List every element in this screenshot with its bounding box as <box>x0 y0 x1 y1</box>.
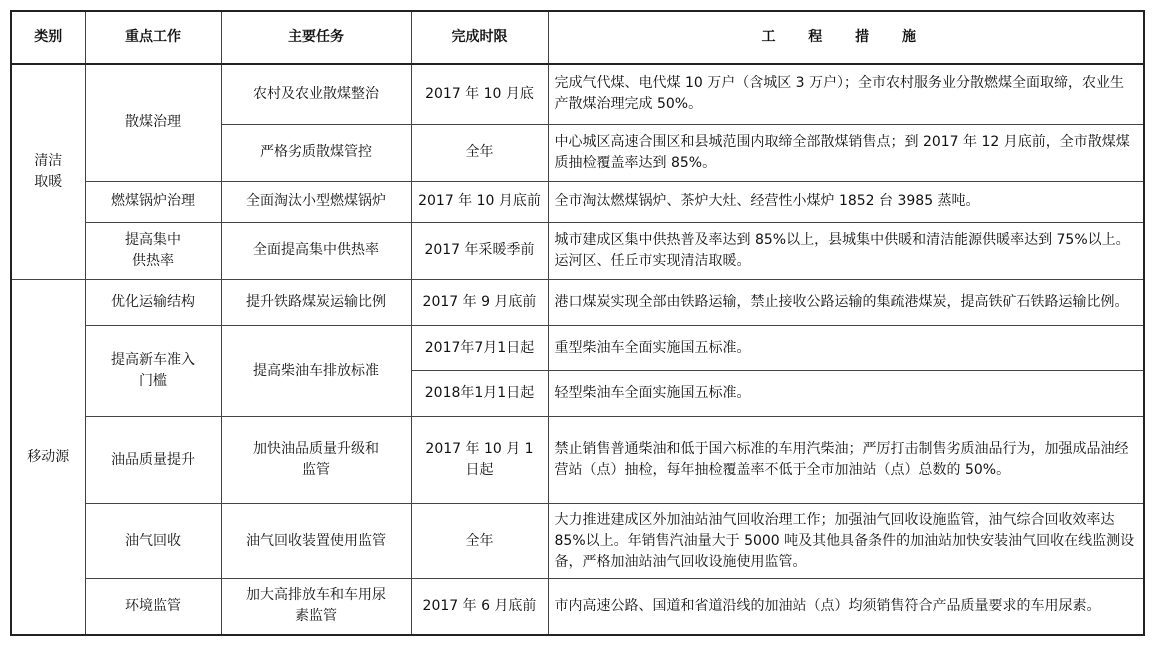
deadline-cell: 全年 <box>411 124 548 182</box>
work-cell: 油气回收 <box>85 504 221 579</box>
measure-cell: 大力推进建成区外加油站油气回收治理工作；加强油气回收设施监管，油气综合回收效率达 85%以上。年销售汽油量大于 5000 吨及其他具备条件的加油站加快安装油气回收在线监测设备，严格加油站油气回收设施使用监管。 <box>548 504 1144 579</box>
measure-cell: 城市建成区集中供热普及率达到 85%以上，县城集中供暖和清洁能源供暖率达到 75%以上。运河区、任丘市实现清洁取暖。 <box>548 222 1144 280</box>
header-key-work: 重点工作 <box>85 11 221 64</box>
header-category: 类别 <box>11 11 85 64</box>
deadline-cell: 全年 <box>411 504 548 579</box>
task-cell: 加大高排放车和车用尿 素监管 <box>221 578 411 635</box>
task-cell: 农村及农业散煤整治 <box>221 64 411 125</box>
table-row <box>11 417 1144 504</box>
measure-cell: 港口煤炭实现全部由铁路运输，禁止接收公路运输的集疏港煤炭，提高铁矿石铁路运输比例。 <box>548 280 1144 326</box>
work-cell: 燃煤锅炉治理 <box>85 182 221 222</box>
work-cell: 优化运输结构 <box>85 280 221 326</box>
measure-cell: 市内高速公路、国道和省道沿线的加油站（点）均须销售符合产品质量要求的车用尿素。 <box>548 578 1144 635</box>
measures-table <box>10 10 1145 636</box>
table-row <box>11 222 1144 280</box>
deadline-cell: 2017年7月1日起 <box>411 326 548 370</box>
group-mobile-source: 移动源 <box>11 280 85 635</box>
measure-cell: 重型柴油车全面实施国五标准。 <box>548 326 1144 370</box>
work-cell: 提高新车准入 门槛 <box>85 326 221 417</box>
task-cell: 全面提高集中供热率 <box>221 222 411 280</box>
table-row <box>11 280 1144 326</box>
table-row <box>11 64 1144 125</box>
task-cell: 严格劣质散煤管控 <box>221 124 411 182</box>
header-row <box>11 11 1144 64</box>
table-container <box>10 10 1143 636</box>
deadline-cell: 2017 年 9 月底前 <box>411 280 548 326</box>
deadline-cell: 2017 年 6 月底前 <box>411 578 548 635</box>
header-deadline: 完成时限 <box>411 11 548 64</box>
measure-cell: 全市淘汰燃煤锅炉、茶炉大灶、经营性小煤炉 1852 台 3985 蒸吨。 <box>548 182 1144 222</box>
work-cell: 提高集中 供热率 <box>85 222 221 280</box>
deadline-cell: 2017 年 10 月 1 日起 <box>411 417 548 504</box>
deadline-cell: 2017 年 10 月底前 <box>411 182 548 222</box>
task-cell: 提高柴油车排放标准 <box>221 326 411 417</box>
task-cell: 全面淘汰小型燃煤锅炉 <box>221 182 411 222</box>
measure-cell: 轻型柴油车全面实施国五标准。 <box>548 370 1144 416</box>
task-cell: 提升铁路煤炭运输比例 <box>221 280 411 326</box>
deadline-cell: 2018年1月1日起 <box>411 370 548 416</box>
measure-cell: 禁止销售普通柴油和低于国六标准的车用汽柴油；严厉打击制售劣质油品行为，加强成品油经营站（点）抽检，每年抽检覆盖率不低于全市加油站（点）总数的 50%。 <box>548 417 1144 504</box>
header-measures: 工 程 措 施 <box>548 11 1144 64</box>
task-cell: 加快油品质量升级和 监管 <box>221 417 411 504</box>
group-clean-heating: 清洁 取暖 <box>11 64 85 280</box>
measure-cell: 中心城区高速合围区和县城范围内取缔全部散煤销售点；到 2017 年 12 月底前，全市散煤煤质抽检覆盖率达到 85%。 <box>548 124 1144 182</box>
work-cell: 油品质量提升 <box>85 417 221 504</box>
measure-cell: 完成气代煤、电代煤 10 万户（含城区 3 万户）；全市农村服务业分散燃煤全面取缔，农业生产散煤治理完成 50%。 <box>548 64 1144 125</box>
task-cell: 油气回收装置使用监管 <box>221 504 411 579</box>
table-row <box>11 504 1144 579</box>
table-row <box>11 326 1144 370</box>
header-main-task: 主要任务 <box>221 11 411 64</box>
work-cell: 散煤治理 <box>85 64 221 182</box>
deadline-cell: 2017 年 10 月底 <box>411 64 548 125</box>
work-cell: 环境监管 <box>85 578 221 635</box>
table-row <box>11 578 1144 635</box>
deadline-cell: 2017 年采暖季前 <box>411 222 548 280</box>
table-row <box>11 182 1144 222</box>
